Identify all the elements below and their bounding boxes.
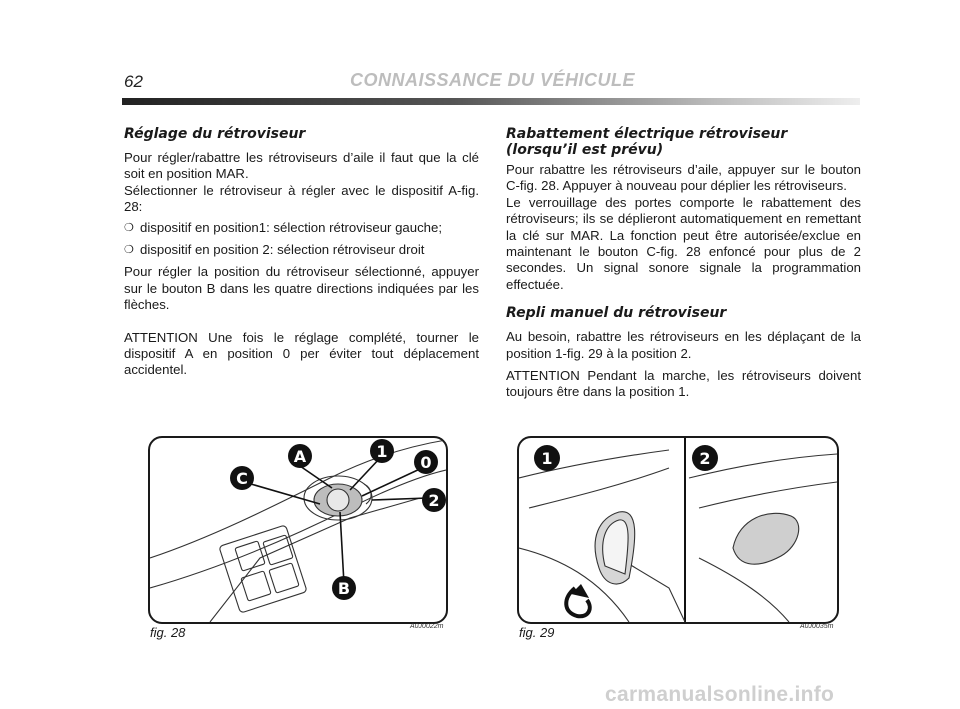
right-column (506, 126, 861, 407)
heading-line-1: Rabattement électrique rétroviseur (506, 126, 788, 142)
circle-outline-icon: ❍ (124, 244, 134, 257)
figure-29 (517, 436, 839, 624)
paragraph-adjust: Pour régler la position du rétroviseur sélectionné, appuyer sur le bouton B dans les quatre directions indiquées par les flèches. (124, 264, 479, 313)
left-column (124, 126, 479, 385)
paragraph-attention: ATTENTION Une fois le réglage complété, tourner le dispositif A en position 0 per éviter tout déplacement accidentel. (124, 329, 479, 378)
paragraph-attention-driving: ATTENTION Pendant la marche, les rétroviseurs doivent toujours être dans la position 1. (506, 368, 861, 400)
heading-line-2: (lorsqu’il est prévu) (506, 142, 664, 158)
paragraph-manual-fold: Au besoin, rabattre les rétroviseurs en les déplaçant de la position 1-fig. 29 à la position 2. (506, 329, 861, 361)
mirror-fold-illustration (519, 438, 837, 622)
paragraph-intro: Pour régler/rabattre les rétroviseurs d’aile il faut que la clé soit en position MAR. (124, 150, 479, 182)
figure-28-caption: fig. 28 (150, 625, 186, 640)
heading-electric-fold (506, 126, 861, 158)
label-2: 2 (428, 491, 440, 510)
mirror-switch-illustration (150, 438, 446, 622)
label-b: B (337, 579, 351, 598)
figure-28-code: A0J0022m (410, 623, 444, 630)
label-1: 1 (541, 449, 553, 468)
label-a: A (293, 447, 307, 466)
label-2: 2 (699, 449, 711, 468)
paragraph-fold-button: Pour rabattre les rétroviseurs d’aile, appuyer sur le bouton C-fig. 28. Appuyer à nouveau pour déplier les rétroviseurs. (506, 162, 861, 194)
figure-29-code: A0J0035m (800, 623, 834, 630)
list-item-text: dispositif en position1: sélection rétroviseur gauche; (140, 219, 443, 235)
page-number: 62 (124, 72, 143, 91)
list-item (124, 242, 479, 258)
paragraph-lock-fold: Le verrouillage des portes comporte le rabattement des rétroviseurs; ils se déplieront automatiquement en remettant la clé sur MAR. La fonction peut être autorisée/exclue en maintenant le bouton C-fig. 28 enfoncé pour plus de 2 secondes. Un signal sonore signale la programmation effectuée. (506, 194, 861, 292)
header-rule (122, 98, 860, 105)
heading-manual-fold: Repli manuel du rétroviseur (506, 305, 727, 322)
heading-mirror-adjust: Réglage du rétroviseur (124, 126, 306, 142)
figure-28 (148, 436, 448, 624)
label-0: 0 (420, 453, 432, 472)
label-c: C (236, 469, 248, 488)
figure-29-caption: fig. 29 (519, 625, 555, 640)
label-1: 1 (376, 442, 388, 461)
paragraph-select: Sélectionner le rétroviseur à régler avec le dispositif A-fig. 28: (124, 182, 479, 215)
list-item (124, 220, 479, 236)
list-item-text: dispositif en position 2: sélection rétroviseur droit (140, 242, 425, 258)
watermark: carmanualsonline.info (605, 683, 835, 706)
circle-outline-icon: ❍ (124, 221, 134, 234)
page-title: CONNAISSANCE DU VÉHICULE (350, 70, 636, 90)
